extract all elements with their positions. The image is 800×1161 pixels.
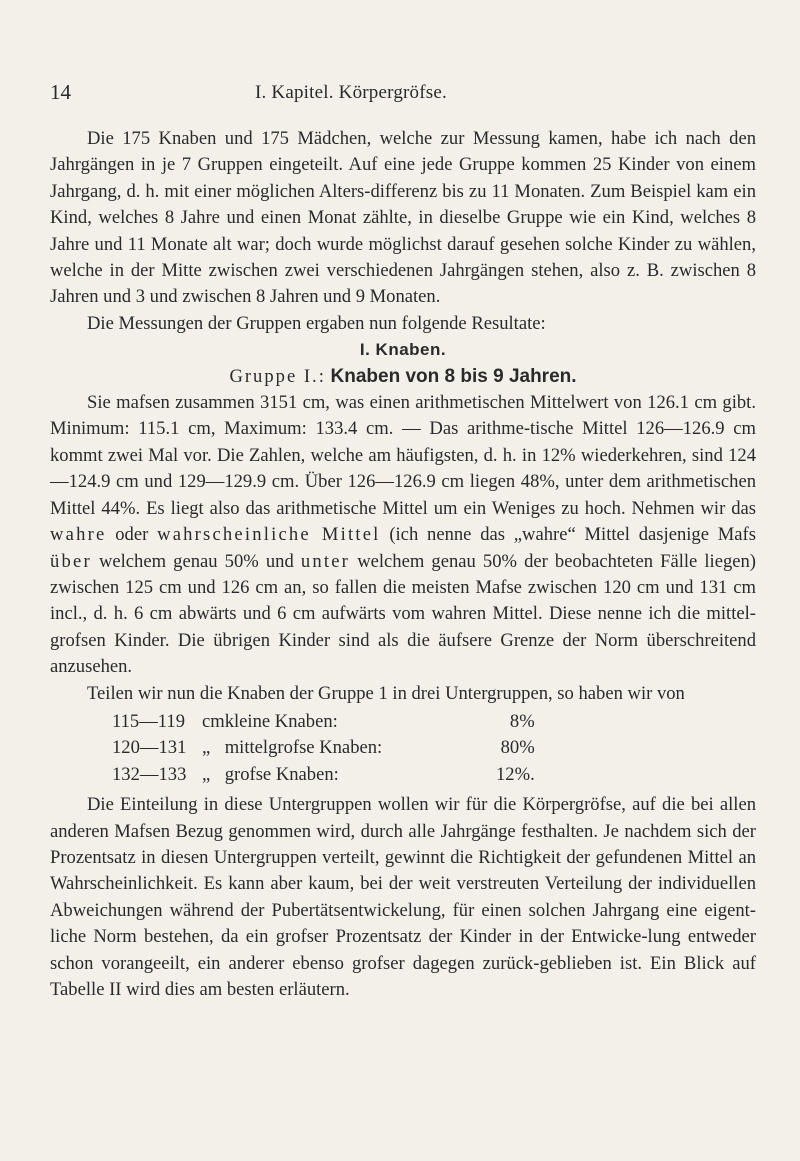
page-number: 14 [50, 80, 71, 104]
p3-mid-1: oder [115, 524, 149, 546]
label-cell: kleine Knaben: [224, 710, 338, 732]
section-heading: I. Knaben. [359, 340, 447, 360]
table-row [112, 762, 535, 788]
paragraph-subgroups-intro: Teilen wir nun die Knaben der Gruppe 1 in drei Untergruppen, so haben wir von [87, 682, 685, 704]
group-prefix: Gruppe I.: [229, 365, 326, 387]
p3-end: welchem genau 50% der beobachteten Fälle liegen) zwischen 125 cm und 126 cm an, so fallen die meisten Mafse zwischen 120 cm und 131 cm incl., d. h. 6 cm abwärts und 6 cm aufwärts vom wahren Mittel. Diese nenne ich die mittel-grofsen Kinder. Die übrigen Kinder sind als die äufsere Grenze der Norm überschreitend anzusehen. [50, 550, 757, 678]
p3-spaced-mittel: wahrscheinliche Mittel [157, 524, 381, 546]
table-row [112, 735, 535, 761]
paragraph-conclusion: Die Einteilung in diese Untergruppen wollen wir für die Körpergröfse, auf die bei allen anderen Mafsen Bezug genommen wird, durch alle Jahrgänge festhalten. Je nachdem sich der Prozentsatz in diesen Untergruppen verteilt, gewinnt die Richtigkeit der gefundenen Mittel an Wahrscheinlichkeit. Es kann aber kaum, bei der weit verstreuten Verteilung der individuellen Abweichungen während der Pubertätsentwickelung, für einen solchen Jahrgang eine eigent-liche Norm bestehen, da ein grofser Prozentsatz der Kinder in der Entwicke-lung entweder schon vorangeeilt, ein anderer ebenso grofser dagegen zurück-geblieben ist. Ein Blick auf Tabelle II wird dies am besten erläutern. [50, 794, 756, 1000]
unit-cell: „ [202, 763, 211, 785]
paragraph-intro: Die 175 Knaben und 175 Mädchen, welche zur Messung kamen, habe ich nach den Jahrgängen in je 7 Gruppen eingeteilt. Auf eine jede Gruppe kommen 25 Kinder von einem Jahrgang, d. h. mit einer möglichen Alters-differenz bis zu 11 Monaten. Zum Beispiel kam ein Kind, welches 8 Jahre und einen Monat zählte, in dieselbe Gruppe wie ein Kind, welches 8 Jahre und 11 Monate alt war; doch wurde möglichst darauf gesehen solche Kinder zu wählen, welche in der Mitte zwischen zwei verschiedenen Jahrgängen stehen, also z. B. zwischen 8 Jahren und 3 und zwischen 8 Jahren und 9 Monaten. [50, 128, 756, 308]
p3-text: Sie mafsen zusammen 3151 cm, was einen arithmetischen Mittelwert von 126.1 cm gibt. Minimum: 115.1 cm, Maximum: 133.4 cm. — Das arithme-tische Mittel 126—126.9 cm kommt zwei Mal vor. Die Zahlen, welche am häufigsten, d. h. in 12% wiederkehren, sind 124—124.9 cm und 129—129.9 cm. Über 126—126.9 cm liegen 48%, unter dem arithmetischen Mittel 44%. Es liegt also das arithmetische Mittel um ein Weniges zu hoch. Nehmen wir das [50, 392, 756, 519]
range-cell: 115—119 [112, 710, 185, 732]
group-heading [50, 364, 756, 390]
paragraph-results: Die Messungen der Gruppen ergaben nun folgende Resultate: [87, 312, 546, 334]
p3-mid-3: welchem genau 50% und [98, 550, 294, 572]
p3-spaced-ueber: über [50, 550, 92, 572]
range-cell: 120—131 [112, 737, 187, 759]
running-title: I. Kapitel. Körpergröfse. [255, 82, 447, 103]
page-body [50, 126, 756, 1003]
percent-cell: 12%. [495, 763, 535, 785]
subgroup-table [112, 709, 535, 788]
unit-cell: cm [202, 710, 225, 732]
range-cell: 132—133 [112, 763, 187, 785]
label-cell: mittelgrofse Knaben: [224, 737, 383, 759]
percent-cell: 80% [500, 737, 535, 759]
percent-cell: 8% [509, 710, 535, 732]
paragraph-measurements [50, 390, 756, 680]
p3-spaced-unter: unter [300, 550, 351, 572]
label-cell: grofse Knaben: [224, 763, 339, 785]
table-row [112, 709, 535, 735]
group-title: Knaben von 8 bis 9 Jahren. [330, 365, 577, 387]
page-header [50, 80, 750, 110]
p3-spaced-wahre: wahre [50, 524, 107, 546]
p3-mid-2: (ich nenne das „wahre“ Mittel dasjenige Mafs [389, 524, 756, 546]
unit-cell: „ [202, 737, 211, 759]
